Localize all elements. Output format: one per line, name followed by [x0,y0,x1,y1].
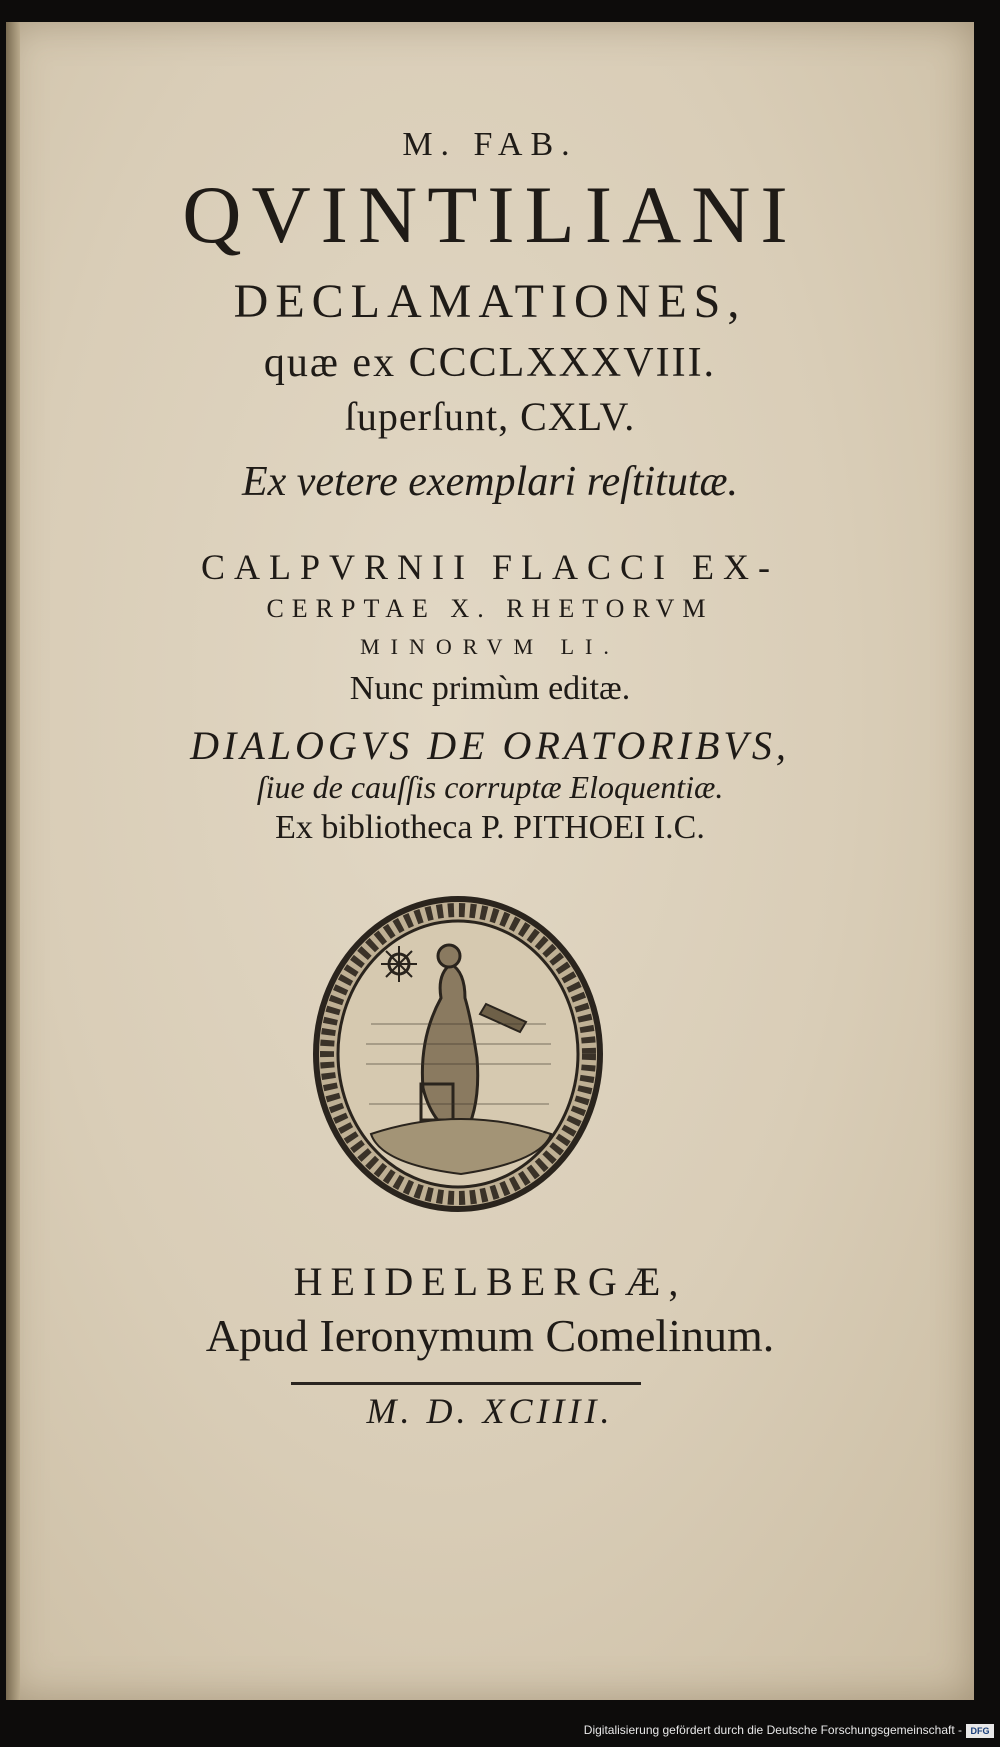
bibliotheca-line: Ex bibliotheca P. PITHOEI I.C. [275,809,705,846]
printer-line: Apud Ieronymum Comelinum. [205,1310,775,1361]
count-line-1: quæ ex CCCLXXXVIII. [263,340,717,386]
author-prefix: M. FAB. [402,126,578,163]
printer-device-emblem [311,894,606,1214]
author-name: QVINTILIANI [182,169,798,260]
date-rule-divider [291,1382,641,1385]
funding-credit: Digitalisierung gefördert durch die Deutsche Forschungsgemeinschaft - [583,1723,962,1737]
calpurnii-line: CALPVRNII FLACCI EX- [200,547,779,587]
count-line-2: ſuperſunt, CXLV. [344,394,636,439]
place-line: HEIDELBERGÆ, [293,1259,687,1304]
siue-line: ſiue de cauſſis corruptæ Eloquentiæ. [256,769,724,805]
work-title: DECLAMATIONES, [233,275,747,328]
dialogus-line: DIALOGVS DE ORATORIBVS, [190,723,790,768]
footer-bar [0,1713,1000,1747]
excerptae-line: CERPTAE X. RHETORVM [266,594,714,623]
title-page [6,22,974,1700]
restitutae-line: Ex vetere exemplari reſtitutæ. [241,459,739,505]
minorum-line: MINORVM LI. [360,634,620,659]
nunc-primum-line: Nunc primùm editæ. [349,670,631,707]
dfg-logo: DFG [966,1724,994,1738]
date-line: M. D. XCIIII. [366,1391,614,1431]
